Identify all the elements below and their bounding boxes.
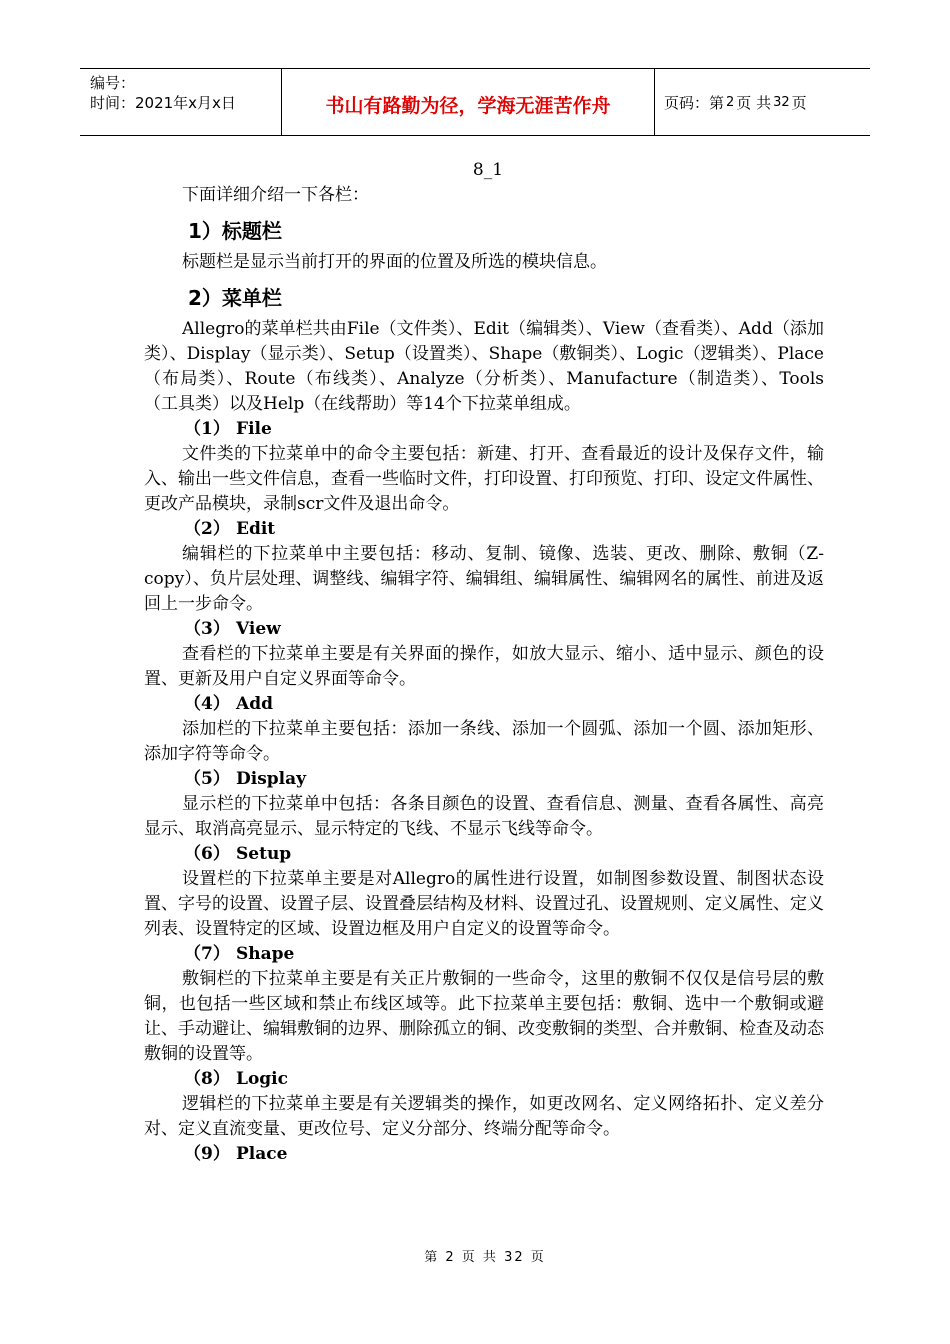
menu-item-shape: [144, 942, 824, 1067]
menu-item-heading: （3） View: [184, 619, 281, 639]
section-text-menu-bar: Allegro的菜单栏共由File（文件类）、Edit（编辑类）、View（查看类）、Add（添加类）、Display（显示类）、Setup（设置类）、Shape（敷铜类）、Logic（逻辑类）、Place（布局类）、Route（布线类）、Analyze（分析类）、Manufacture（制造类）、Tools（工具类）以及Help（在线帮助）等14个下拉菜单组成。: [144, 319, 824, 414]
menu-item-edit: [144, 517, 824, 617]
section-title-title-bar: 1）标题栏: [188, 219, 282, 243]
menu-item-heading: （7） Shape: [184, 944, 295, 964]
intro-paragraph: 下面详细介绍一下各栏：: [182, 185, 369, 205]
menu-item-heading: （9） Place: [184, 1144, 288, 1164]
document-body: [144, 158, 824, 1167]
section-title-menu-bar: 2）菜单栏: [188, 286, 282, 310]
page-footer: [0, 1246, 950, 1265]
menu-item-logic: [144, 1067, 824, 1142]
menu-item-text: 显示栏的下拉菜单中包括：各条目颜色的设置、查看信息、测量、查看各属性、高亮显示、取消高亮显示、显示特定的飞线、不显示飞线等命令。: [144, 794, 824, 839]
menu-item-text: 查看栏的下拉菜单主要是有关界面的操作，如放大显示、缩小、适中显示、颜色的设置、更新及用户自定义界面等命令。: [144, 644, 824, 689]
figure-caption: 8_1: [472, 160, 504, 180]
menu-item-display: [144, 767, 824, 842]
page-suffix: 页: [791, 93, 807, 112]
menu-item-add: [144, 692, 824, 767]
header-motto: 书山有路勤为径，学海无涯苦作舟: [282, 69, 655, 135]
header-meta: [80, 69, 282, 135]
header-page-info: [655, 69, 870, 135]
menu-item-text: 敷铜栏的下拉菜单主要是有关正片敷铜的一些命令，这里的敷铜不仅仅是信号层的敷铜，也包括一些区域和禁止布线区域等。此下拉菜单主要包括：敷铜、选中一个敷铜或避让、手动避让、编辑敷铜的边界、删除孤立的铜、改变敷铜的类型、合并敷铜、检查及动态敷铜的设置等。: [144, 969, 824, 1064]
footer-page-total: 32: [504, 1250, 525, 1265]
footer-page-current: 2: [445, 1250, 456, 1265]
page-header: [80, 68, 870, 136]
document-number-label: 编号：: [90, 74, 136, 92]
menu-item-file: [144, 417, 824, 517]
page-middle: 页 共: [736, 93, 772, 112]
section-text-title-bar: 标题栏是显示当前打开的界面的位置及所选的模块信息。: [182, 252, 607, 272]
menu-item-heading: （4） Add: [184, 694, 273, 714]
menu-item-text: 逻辑栏的下拉菜单主要是有关逻辑类的操作，如更改网名、定义网络拓扑、定义差分对、定义直流变量、更改位号、定义分部分、终端分配等命令。: [144, 1094, 824, 1139]
menu-item-setup: [144, 842, 824, 942]
menu-item-heading: （5） Display: [184, 769, 307, 789]
page-current: 2: [726, 94, 735, 110]
menu-item-text: 编辑栏的下拉菜单中主要包括：移动、复制、镜像、选装、更改、删除、敷铜（Z-copy）、负片层处理、调整线、编辑字符、编辑组、编辑属性、编辑网名的属性、前进及返回上一步命令。: [144, 544, 824, 614]
document-time-label: 时间：2021年x月x日: [90, 94, 236, 112]
menu-item-text: 添加栏的下拉菜单主要包括：添加一条线、添加一个圆弧、添加一个圆、添加矩形、添加字符等命令。: [144, 719, 824, 764]
footer-middle: 页 共: [461, 1250, 498, 1265]
footer-prefix: 第: [424, 1250, 440, 1265]
menu-item-view: [144, 617, 824, 692]
menu-item-heading: （2） Edit: [184, 519, 276, 539]
menu-item-place: [144, 1142, 824, 1167]
menu-item-heading: （1） File: [184, 419, 272, 439]
footer-suffix: 页: [530, 1250, 546, 1265]
menu-item-text: 文件类的下拉菜单中的命令主要包括：新建、打开、查看最近的设计及保存文件，输入、输出一些文件信息，查看一些临时文件，打印设置、打印预览、打印、设定文件属性、更改产品模块，录制scr文件及退出命令。: [144, 444, 824, 514]
menu-item-heading: （6） Setup: [184, 844, 292, 864]
menu-item-heading: （8） Logic: [184, 1069, 288, 1089]
page-total: 32: [773, 94, 790, 110]
page-prefix: 页码：第: [664, 93, 725, 112]
menu-item-text: 设置栏的下拉菜单主要是对Allegro的属性进行设置，如制图参数设置、制图状态设置、字号的设置、设置子层、设置叠层结构及材料、设置过孔、设置规则、定义属性、定义列表、设置特定的区域、设置边框及用户自定义的设置等命令。: [144, 869, 824, 939]
